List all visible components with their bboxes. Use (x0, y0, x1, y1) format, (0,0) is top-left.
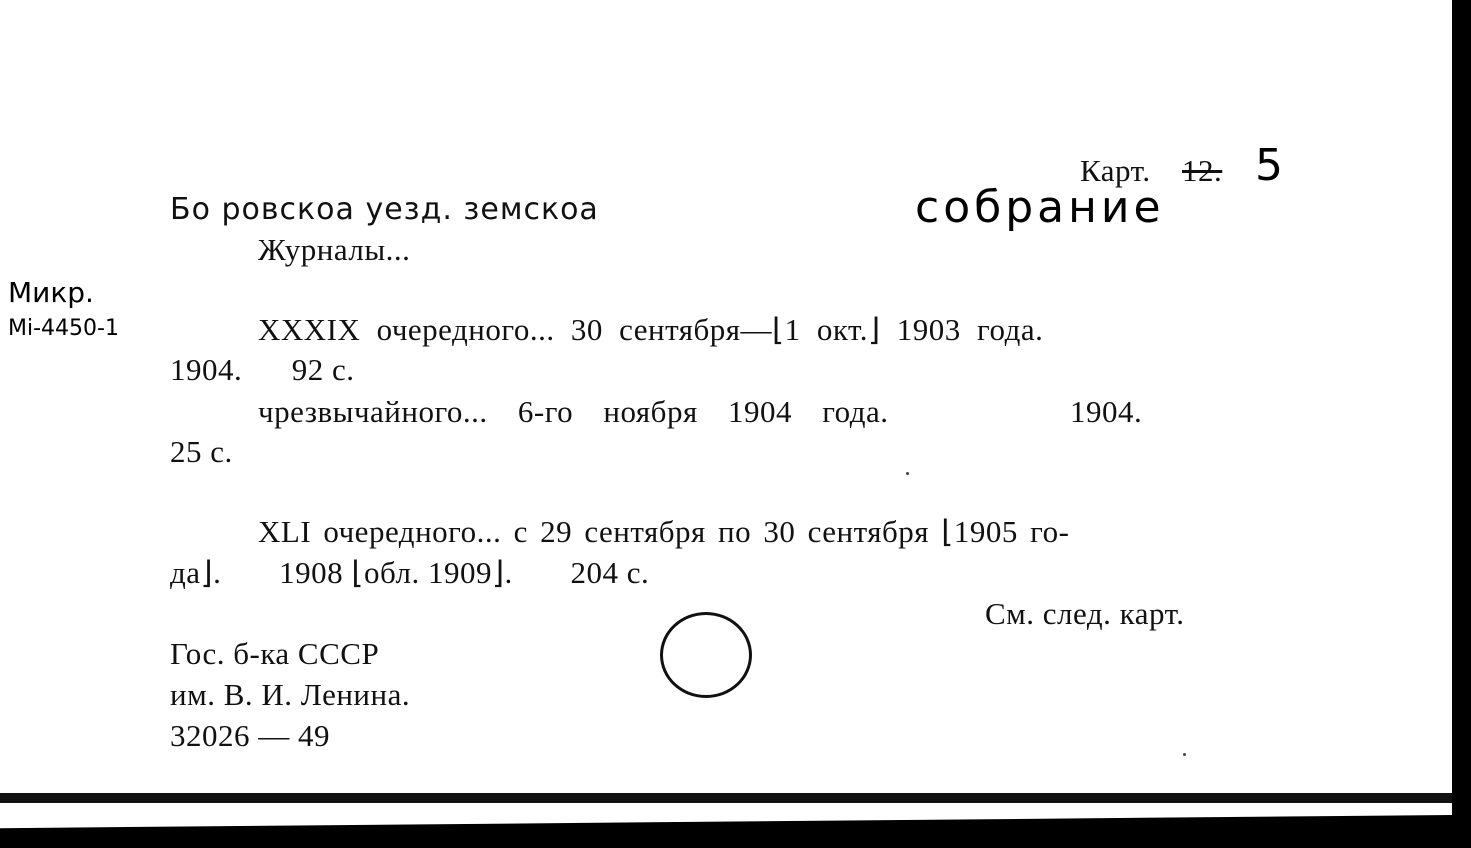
library-line1: Гос. б-ка СССР (170, 636, 380, 671)
punch-hole (660, 612, 752, 698)
entry-3-line1: XLI очередного... с 29 сентября по 30 сентября ⌊1905 го- (258, 514, 1070, 549)
margin-note-line1: Микр. (8, 276, 94, 309)
entry-3-line2: да⌋. 1908 ⌊обл. 1909⌋. 204 с. (170, 555, 650, 590)
speck (906, 472, 909, 475)
scan-shadow (0, 815, 1452, 848)
card-number-handwritten: 5 (1255, 140, 1283, 191)
heading-typed: Бо ровскоа уезд. земскоа (170, 192, 599, 227)
print-code: 32026 — 49 (170, 718, 330, 753)
heading-handwritten: собрание (915, 182, 1165, 233)
card-number-struck: 12. (1182, 153, 1223, 188)
entry-2-line2: 25 с. (170, 434, 233, 469)
scan-edge-right (1452, 0, 1471, 848)
subheading: Журналы... (258, 232, 411, 267)
speck (1183, 753, 1186, 756)
entry-1-line1: XXXIX очередного... 30 сентября—⌊1 окт.⌋ 1903 года. (258, 312, 1044, 347)
card-number-label: Карт. (1080, 153, 1151, 188)
margin-note-line2: Mi-4450-1 (8, 316, 119, 341)
entry-2-line1: чрезвычайного... 6-го ноября 1904 года. 1904. (258, 394, 1143, 429)
card-bottom-border (0, 793, 1452, 803)
scan-edge-bottom (0, 793, 1452, 848)
library-line2: им. В. И. Ленина. (170, 677, 411, 712)
entry-1-line2: 1904. 92 с. (170, 352, 355, 387)
continuation-note: См. след. карт. (985, 596, 1185, 631)
